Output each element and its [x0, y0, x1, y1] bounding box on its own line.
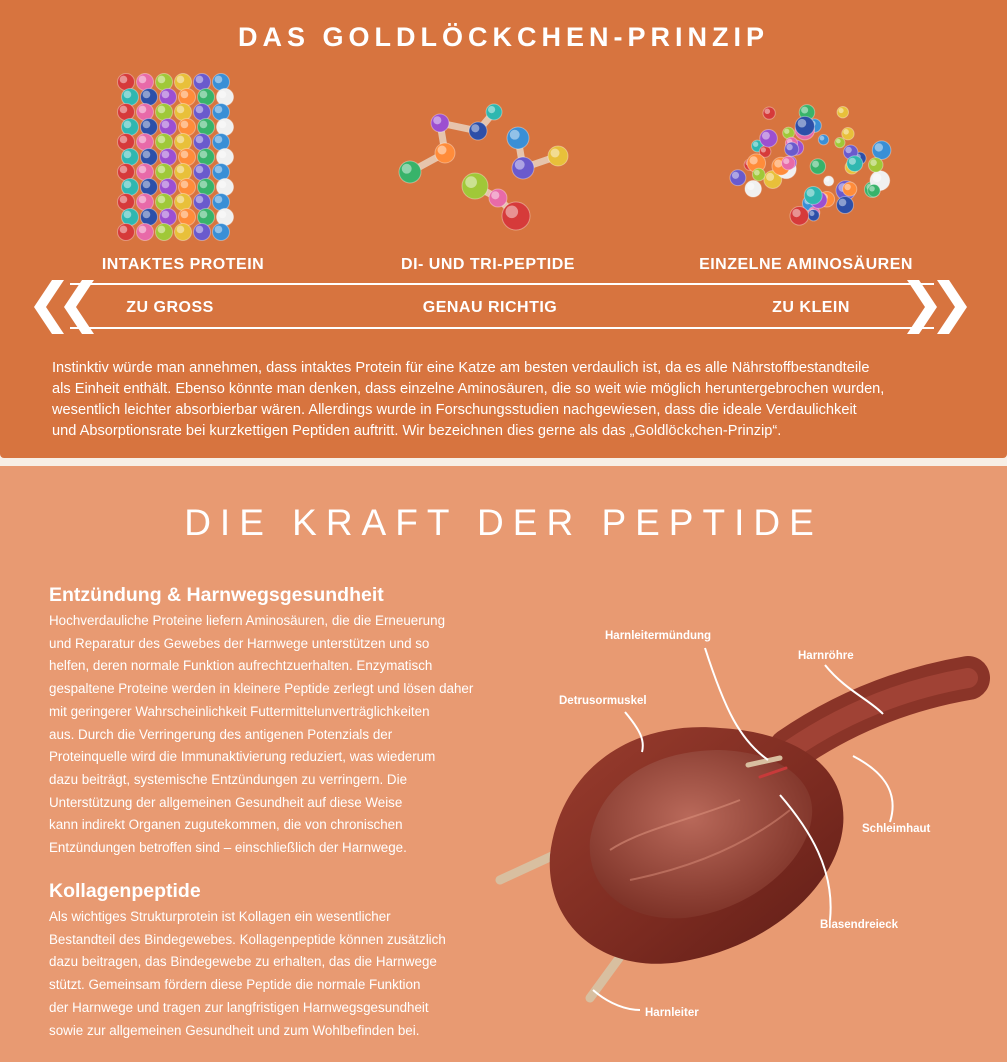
label-di-tri-peptide: DI- UND TRI-PEPTIDE [401, 256, 575, 273]
label-ureter: Harnleiter [645, 1007, 699, 1019]
paragraph-line: der Harnwege und tragen zur langfristigen Harnwegsgesundheit [49, 999, 429, 1015]
paragraph-line: und Reparatur des Gewebes der Harnwege unterstützen und so [49, 635, 430, 651]
bladder-anatomy-illustration [490, 600, 990, 1040]
heading-inflammation: Entzündung & Harnwegsgesundheit [49, 584, 384, 606]
paragraph-line: Bestandteil des Bindegewebes. Kollagenpeptide können zusätzlich [49, 931, 446, 947]
range-too-large: ZU GROSS [126, 299, 214, 316]
paragraph-line: mit geringerer Wahrscheinlichkeit Futtermittelunverträglichkeiten [49, 703, 430, 719]
paragraph-line: dazu beitragen, das Bindegewebe zu erhalten, das die Harnwege [49, 954, 437, 970]
paragraph-line: Hochverdauliche Proteine liefern Aminosäuren, die die Erneuerung [49, 613, 446, 628]
label-trigone: Blasendreieck [820, 919, 898, 931]
paragraph-line: Unterstützung der allgemeinen Gesundheit auf diese Weise [49, 794, 403, 810]
label-mucosa: Schleimhaut [862, 823, 931, 835]
intro-line: Instinktiv würde man annehmen, dass intaktes Protein für eine Katze am besten verdaulich ist, da es alle Nährstoffbestandteile [52, 360, 870, 376]
paragraph-line: kann indirekt Organen zugutekommen, die von chronischen [49, 817, 403, 833]
heading-collagen: Kollagenpeptide [49, 880, 201, 902]
paragraph-line: Als wichtiges Strukturprotein ist Kollagen ein wesentlicher [49, 909, 391, 924]
paragraph-line: Proteinquelle wird die Immunaktivierung reduziert, was wiederum [49, 749, 436, 765]
range-just-right: GENAU RICHTIG [422, 299, 558, 316]
label-single-amino-acids: EINZELNE AMINOSÄUREN [699, 256, 913, 273]
inflammation-paragraph [49, 610, 473, 860]
label-detrusor: Detrusormuskel [559, 695, 647, 707]
label-ureter-opening: Harnleitermündung [605, 630, 712, 642]
paragraph-line: dazu beiträgt, systemische Entzündungen zu verringern. Die [49, 771, 408, 787]
paragraph-line: sowie zur allgemeinen Gesundheit und zum Wohlbefinden bei. [49, 1022, 420, 1038]
paragraph-line: stützt. Gemeinsam fördern diese Peptide die normale Funktion [49, 977, 421, 993]
section-title: DIE KRAFT DER PEPTIDE [184, 502, 823, 543]
range-too-small: ZU KLEIN [772, 299, 850, 316]
intro-line: und Absorptionsrate bei kurzkettigen Peptiden auftritt. Wir bezeichnen dies gerne als das „Goldlöckchen-Prinzip“. [52, 423, 782, 439]
paragraph-line: Entzündungen betroffen sind – einschließlich der Harnwege. [49, 840, 407, 856]
peptide-illustration [390, 98, 585, 238]
intro-paragraph [52, 358, 962, 442]
paragraph-line: aus. Durch die Verringerung des antigenen Potenzials der [49, 726, 393, 742]
collagen-paragraph [49, 906, 446, 1042]
paragraph-line: gespaltene Proteine werden in kleinere Peptide zerlegt und lösen daher [49, 681, 474, 697]
page-title: DAS GOLDLÖCKCHEN-PRINZIP [238, 22, 769, 52]
amino-acids-illustration [718, 90, 898, 240]
paragraph-line: helfen, deren normale Funktion aufrechtzuerhalten. Enzymatisch [49, 658, 433, 674]
label-urethra: Harnröhre [798, 650, 854, 662]
intro-line: als Einheit enthält. Ebenso könnte man denken, dass einzelne Aminosäuren, die so weit wie möglich heruntergebrochen wurden, [52, 381, 885, 397]
intro-line: wesentlich leichter absorbierbar wären. Allerdings wurde in Forschungsstudien nachgewiesen, dass die ideale Verdaulichkeit [52, 402, 857, 418]
label-intact-protein: INTAKTES PROTEIN [101, 256, 265, 273]
intact-protein-illustration [112, 68, 237, 248]
